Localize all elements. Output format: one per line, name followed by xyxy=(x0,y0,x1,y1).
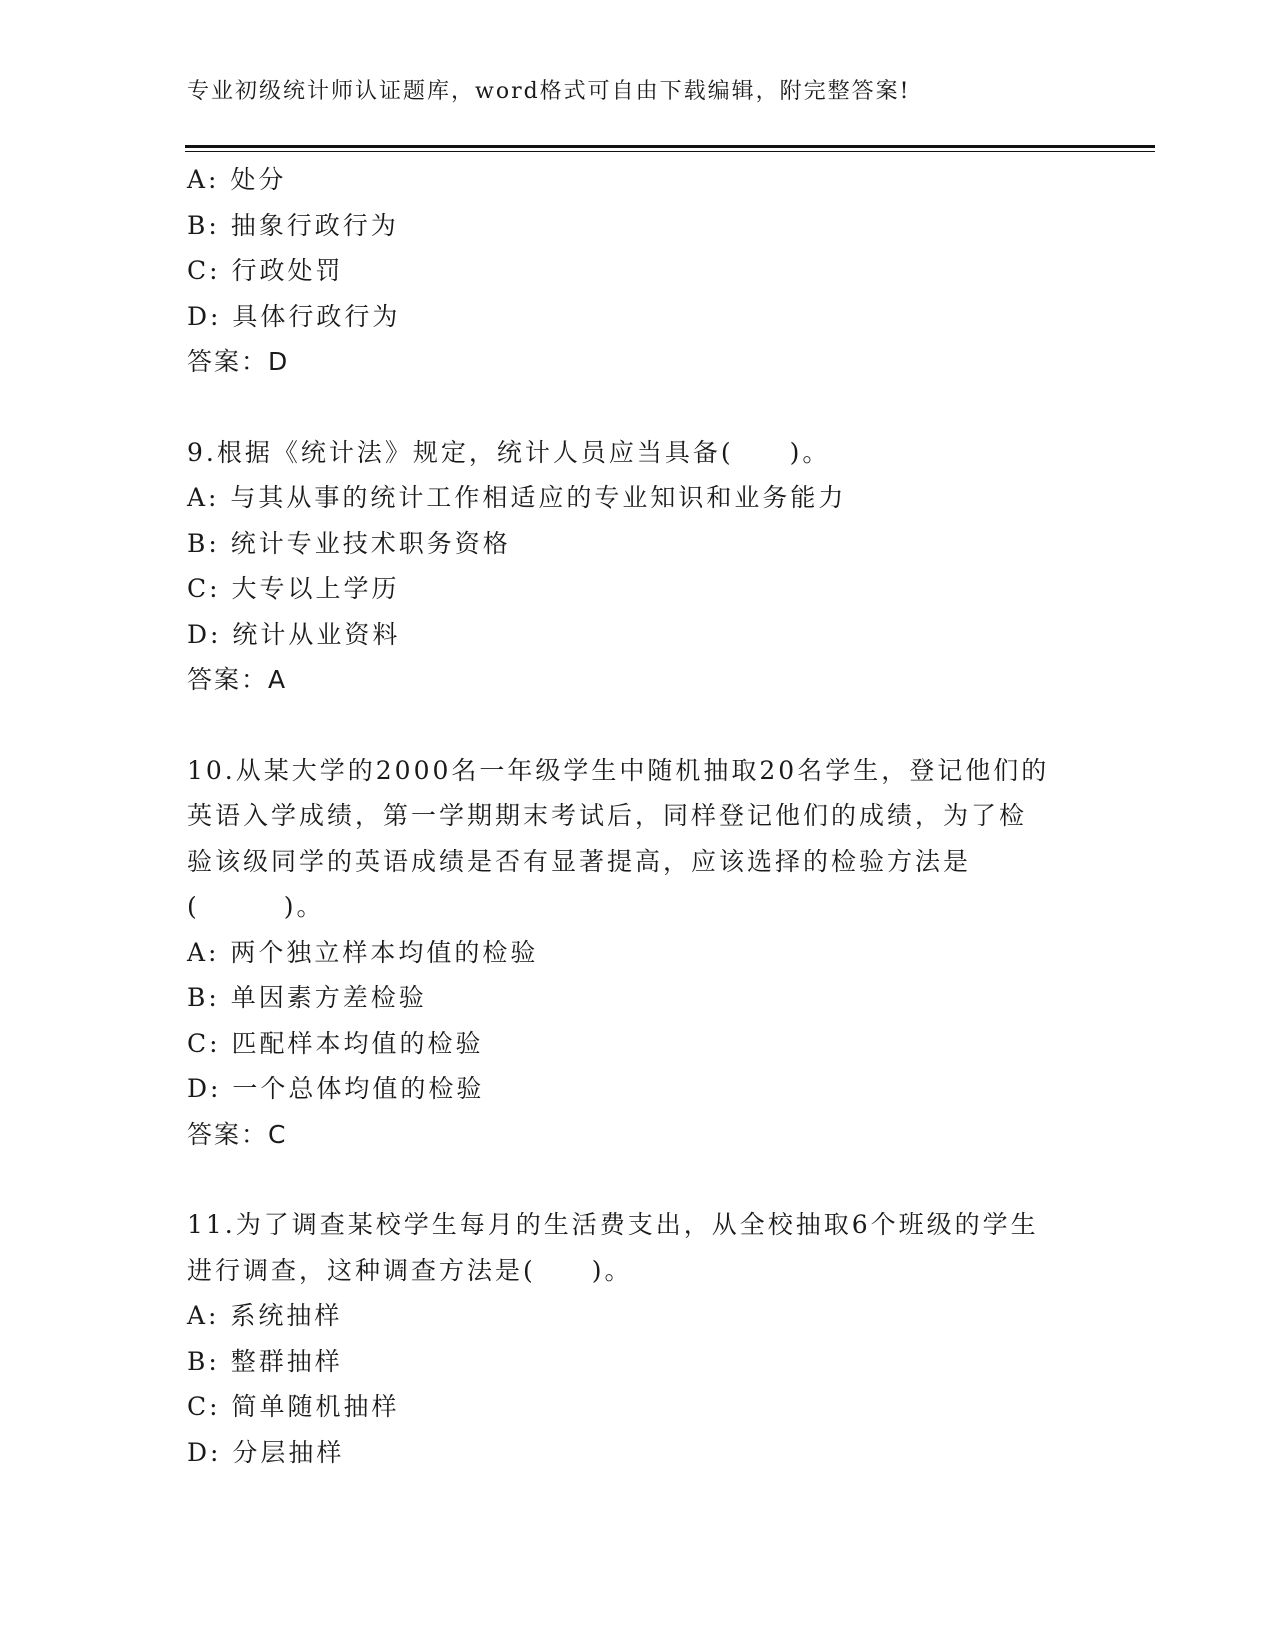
option-b: B: 整群抽样 xyxy=(187,1346,343,1376)
header-rule-thin xyxy=(185,151,1155,152)
option-a: A: 两个独立样本均值的检验 xyxy=(187,937,539,967)
question-stem-line-1: 11.为了调查某校学生每月的生活费支出，从全校抽取6个班级的学生 xyxy=(187,1210,1039,1239)
option-d: D: 统计从业资料 xyxy=(187,619,401,649)
header-rule-thick xyxy=(185,145,1155,148)
option-c: C: 匹配样本均值的检验 xyxy=(187,1028,484,1058)
answer: 答案：C xyxy=(187,1119,288,1149)
option-b: B: 统计专业技术职务资格 xyxy=(187,528,511,558)
question-stem-line-3: 验该级同学的英语成绩是否有显著提高，应该选择的检验方法是 xyxy=(187,846,972,876)
question-stem-line-2: 进行调查，这种调查方法是( )。 xyxy=(187,1255,633,1285)
option-d: D: 一个总体均值的检验 xyxy=(187,1074,485,1103)
question-stem: 9.根据《统计法》规定，统计人员应当具备( )。 xyxy=(187,437,831,467)
question-list xyxy=(187,157,1087,1475)
option-c: C: 大专以上学历 xyxy=(187,574,400,603)
option-c: C: 简单随机抽样 xyxy=(187,1392,400,1421)
question-9 xyxy=(187,430,1087,703)
option-d: D: 具体行政行为 xyxy=(187,301,401,331)
question-8 xyxy=(187,157,1087,385)
option-b: B: 单因素方差检验 xyxy=(187,983,427,1012)
answer: 答案：D xyxy=(187,347,290,376)
option-a: A: 系统抽样 xyxy=(187,1301,343,1330)
answer: 答案：A xyxy=(187,665,288,694)
option-c: C: 行政处罚 xyxy=(187,256,344,285)
question-stem-line-4: ( )。 xyxy=(187,892,325,921)
page-header: 专业初级统计师认证题库，word格式可自由下载编辑，附完整答案! xyxy=(187,79,911,104)
question-10 xyxy=(187,748,1087,1158)
option-d: D: 分层抽样 xyxy=(187,1437,345,1467)
question-stem-line-1: 10.从某大学的2000名一年级学生中随机抽取20名学生，登记他们的 xyxy=(187,755,1050,785)
option-a: A: 处分 xyxy=(187,165,287,194)
question-11 xyxy=(187,1202,1087,1475)
option-a: A: 与其从事的统计工作相适应的专业知识和业务能力 xyxy=(187,483,847,512)
question-stem-line-2: 英语入学成绩，第一学期期末考试后，同样登记他们的成绩，为了检 xyxy=(187,801,1028,830)
option-b: B: 抽象行政行为 xyxy=(187,210,399,240)
